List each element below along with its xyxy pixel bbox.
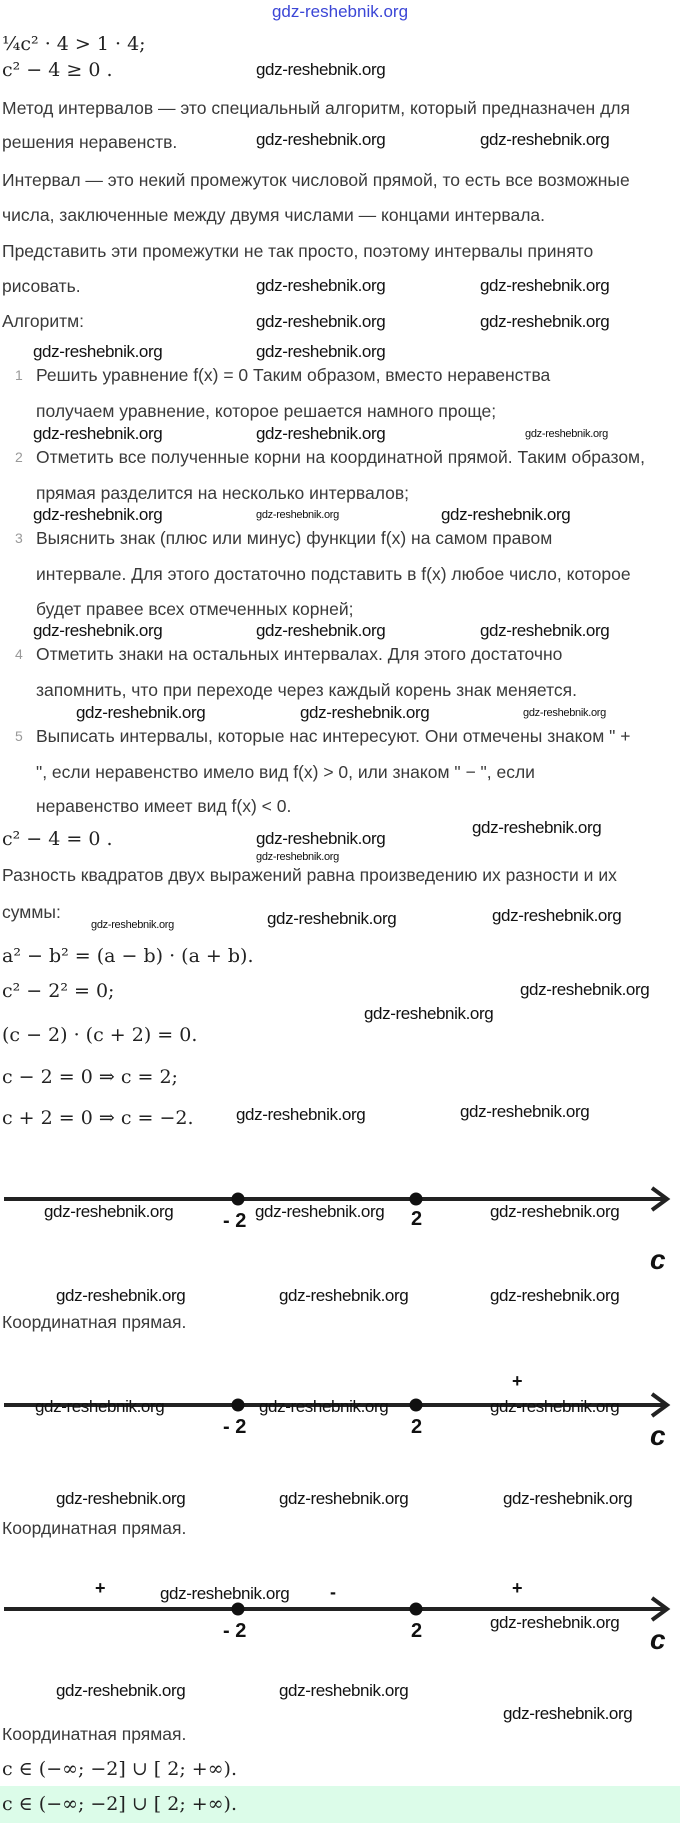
paragraph-method: Метод интервалов — это специальный алгоритм, который предназначен для [2, 98, 630, 118]
step-3-line: Выяснить знак (плюс или минус) функции f(x) на самом правом [36, 528, 553, 548]
watermark: gdz-reshebnik.org [259, 1397, 389, 1416]
watermark: gdz-reshebnik.org [256, 276, 386, 295]
watermark: gdz-reshebnik.org [480, 130, 610, 149]
point-label: 2 [411, 1208, 423, 1230]
site-watermark-link[interactable]: gdz-reshebnik.org [271, 2, 409, 21]
watermark: gdz-reshebnik.org [492, 906, 622, 925]
step-number: 4 [15, 646, 23, 662]
watermark: gdz-reshebnik.org [56, 1286, 186, 1305]
step-2-line: Отметить все полученные корни на координатной прямой. Таким образом, [36, 447, 645, 467]
math-line-2: c² − 4 ≥ 0 . [2, 59, 113, 81]
point-label: - 2 [223, 1620, 247, 1642]
paragraph-draw: Представить эти промежутки не так просто, поэтому интервалы принято [2, 241, 594, 261]
watermark: gdz-reshebnik.org [525, 428, 608, 440]
variable-label: c [650, 1420, 666, 1451]
watermark: gdz-reshebnik.org [279, 1286, 409, 1305]
paragraph-difference-cont: суммы: [2, 902, 61, 922]
step-5-line: Выписать интервалы, которые нас интересуют. Они отмечены знаком " + [36, 726, 631, 746]
caption: Координатная прямая. [2, 1724, 187, 1744]
paragraph-difference: Разность квадратов двух выражений равна произведению их разности и их [2, 865, 617, 885]
watermark: gdz-reshebnik.org [256, 342, 386, 361]
watermark: gdz-reshebnik.org [33, 621, 163, 640]
watermark: gdz-reshebnik.org [91, 919, 174, 931]
point-minus-2 [232, 1399, 245, 1412]
formula-step: c − 2 = 0 ⇒ c = 2; [2, 1066, 178, 1088]
math-line-1: ¹⁄₄c² · 4 > 1 · 4; [2, 33, 146, 55]
watermark: gdz-reshebnik.org [33, 505, 163, 524]
step-number: 3 [15, 530, 23, 546]
point-2 [410, 1603, 423, 1616]
watermark: gdz-reshebnik.org [441, 505, 571, 524]
sign-right: + [512, 1371, 523, 1391]
step-5-line: ", если неравенство имело вид f(x) > 0, или знаком " − ", если [36, 762, 535, 782]
caption: Координатная прямая. [2, 1312, 187, 1332]
watermark: gdz-reshebnik.org [503, 1704, 633, 1723]
watermark: gdz-reshebnik.org [480, 621, 610, 640]
watermark: gdz-reshebnik.org [490, 1397, 620, 1416]
formula-step: c + 2 = 0 ⇒ c = −2. [2, 1107, 194, 1129]
watermark: gdz-reshebnik.org [490, 1202, 620, 1221]
watermark: gdz-reshebnik.org [267, 909, 397, 928]
step-number: 2 [15, 449, 23, 465]
watermark: gdz-reshebnik.org [56, 1489, 186, 1508]
watermark: gdz-reshebnik.org [35, 1397, 165, 1416]
paragraph-method-cont: решения неравенств. [2, 132, 178, 152]
step-5-line: неравенство имеет вид f(x) < 0. [36, 796, 292, 816]
equation: c² − 4 = 0 . [2, 828, 113, 850]
watermark: gdz-reshebnik.org [236, 1105, 366, 1124]
watermark: gdz-reshebnik.org [480, 276, 610, 295]
watermark: gdz-reshebnik.org [279, 1489, 409, 1508]
watermark: gdz-reshebnik.org [490, 1613, 620, 1632]
sign-left: + [95, 1578, 106, 1598]
watermark: gdz-reshebnik.org [256, 130, 386, 149]
step-4-line: запомнить, что при переходе через каждый корень знак меняется. [36, 680, 577, 700]
step-3-line: интервале. Для этого достаточно подставить в f(x) любое число, которое [36, 564, 631, 584]
watermark: gdz-reshebnik.org [523, 707, 606, 719]
watermark: gdz-reshebnik.org [460, 1102, 590, 1121]
algorithm-heading: Алгоритм: [2, 311, 85, 331]
watermark: gdz-reshebnik.org [364, 1004, 494, 1023]
formula-difference-squares: a² − b² = (a − b) · (a + b). [2, 945, 254, 967]
point-2 [410, 1193, 423, 1206]
sign-right: + [512, 1578, 523, 1598]
variable-label: c [650, 1624, 666, 1655]
final-answer: c ∈ (−∞; −2] ∪ [ 2; +∞). [2, 1793, 237, 1815]
step-4-line: Отметить знаки на остальных интервалах. Для этого достаточно [36, 644, 563, 664]
step-number: 1 [15, 367, 23, 383]
step-2-line: прямая разделится на несколько интервалов; [36, 483, 409, 503]
watermark: gdz-reshebnik.org [256, 509, 339, 521]
paragraph-interval: Интервал — это некий промежуток числовой прямой, то есть все возможные [2, 170, 630, 190]
watermark: gdz-reshebnik.org [56, 1681, 186, 1700]
watermark: gdz-reshebnik.org [256, 60, 386, 79]
watermark: gdz-reshebnik.org [256, 851, 339, 863]
point-2 [410, 1399, 423, 1412]
watermark: gdz-reshebnik.org [256, 621, 386, 640]
point-label: 2 [411, 1416, 423, 1438]
watermark: gdz-reshebnik.org [256, 829, 386, 848]
point-minus-2 [232, 1603, 245, 1616]
step-number: 5 [15, 728, 23, 744]
watermark: gdz-reshebnik.org [33, 342, 163, 361]
step-3-line: будет правее всех отмеченных корней; [36, 599, 354, 619]
formula-step: c² − 2² = 0; [2, 980, 115, 1002]
watermark: gdz-reshebnik.org [160, 1584, 290, 1603]
watermark: gdz-reshebnik.org [255, 1202, 385, 1221]
step-1-line: получаем уравнение, которое решается намного проще; [36, 401, 497, 421]
watermark: gdz-reshebnik.org [490, 1286, 620, 1305]
sign-middle: - [330, 1582, 336, 1602]
caption: Координатная прямая. [2, 1518, 187, 1538]
point-label: 2 [411, 1620, 423, 1642]
watermark: gdz-reshebnik.org [300, 703, 430, 722]
variable-label: c [650, 1244, 666, 1275]
watermark: gdz-reshebnik.org [33, 424, 163, 443]
watermark: gdz-reshebnik.org [480, 312, 610, 331]
watermark: gdz-reshebnik.org [472, 818, 602, 837]
step-1-line: Решить уравнение f(x) = 0 Таким образом, вместо неравенства [36, 365, 551, 385]
paragraph-interval-cont: числа, заключенные между двумя числами — концами интервала. [2, 205, 546, 225]
watermark: gdz-reshebnik.org [503, 1489, 633, 1508]
point-label: - 2 [223, 1210, 247, 1232]
watermark: gdz-reshebnik.org [520, 980, 650, 999]
watermark: gdz-reshebnik.org [76, 703, 206, 722]
watermark: gdz-reshebnik.org [44, 1202, 174, 1221]
point-minus-2 [232, 1193, 245, 1206]
watermark: gdz-reshebnik.org [256, 424, 386, 443]
watermark: gdz-reshebnik.org [279, 1681, 409, 1700]
watermark: gdz-reshebnik.org [256, 312, 386, 331]
formula-step: (c − 2) · (c + 2) = 0. [2, 1024, 198, 1046]
point-label: - 2 [223, 1416, 247, 1438]
paragraph-draw-cont: рисовать. [2, 276, 81, 296]
answer-line: c ∈ (−∞; −2] ∪ [ 2; +∞). [2, 1758, 237, 1780]
